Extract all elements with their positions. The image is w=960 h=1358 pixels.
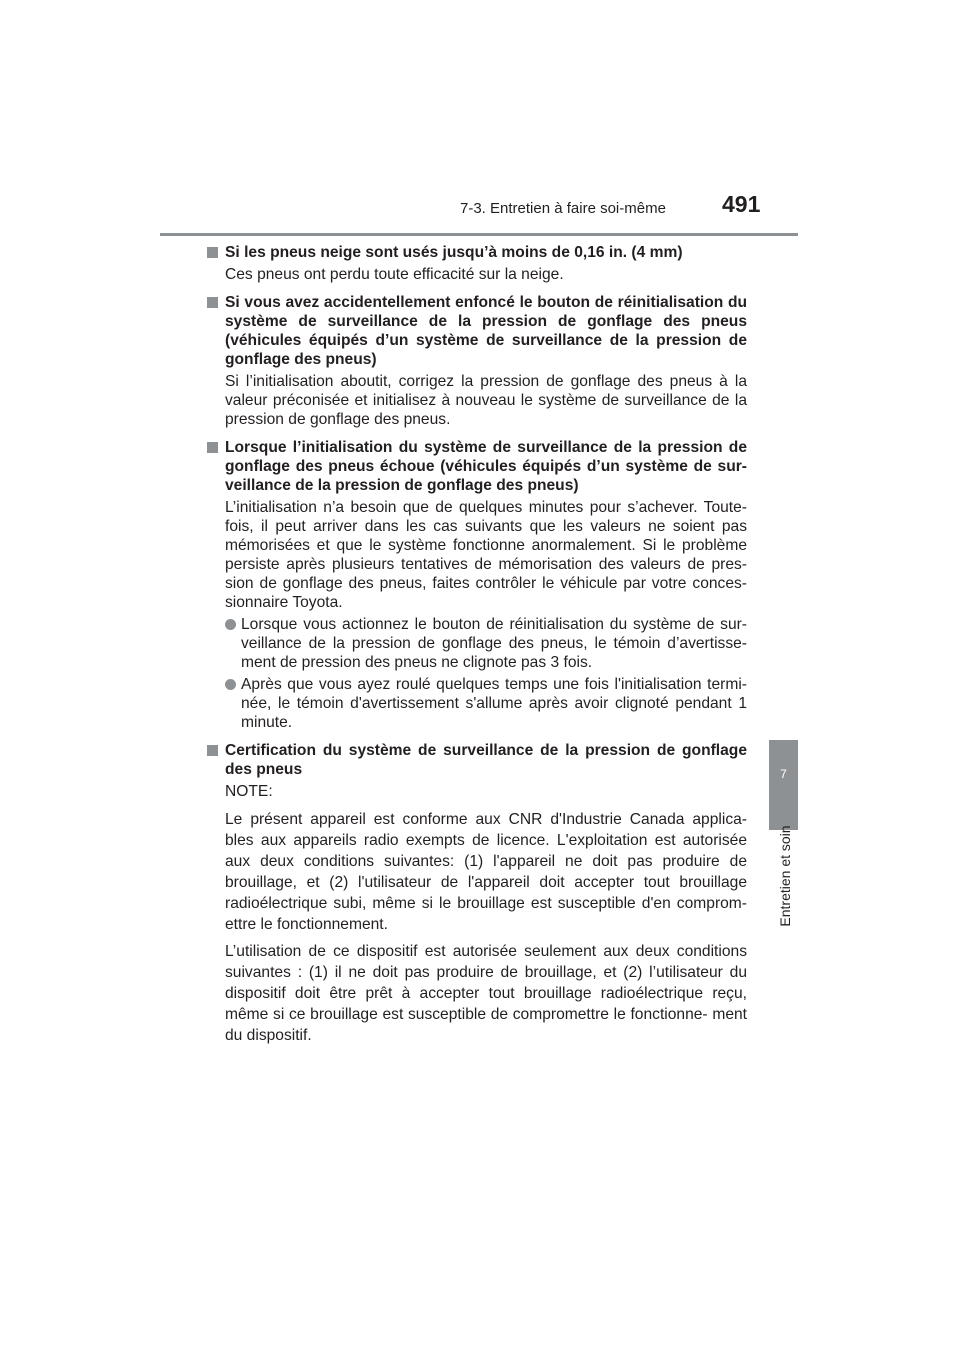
section-title-reset-button: Si vous avez accidentellement enfoncé le bouton de réinitialisation du système de surveillance de la pression de gonflage des pneus (véhicules équipés d’un système de surveillance de la pression de gonflage des pneus) (225, 294, 747, 368)
section-title: 7-3. Entretien à faire soi-même (460, 200, 666, 217)
list-item (225, 675, 747, 732)
list-item-text: Lorsque vous actionnez le bouton de réinitialisation du système de sur- veillance de la pression de gonflage des pneus, le témoin d’avertisse- ment de pression des pneus ne clignote pas 3 fois. (241, 616, 747, 671)
list-item-text: Après que vous ayez roulé quelques temps une fois l'initialisation termi- née, le témoin d'avertissement s'allume après avoir clignoté pendant 1 minute. (241, 676, 747, 731)
chapter-tab-label (770, 826, 800, 926)
section-body-init-failure: L’initialisation n’a besoin que de quelques minutes pour s’achever. Toute- fois, il peut arriver dans les cas suivants que les valeurs ne soient pas mémorisées et que le système fonctionne anormalement. Si le problème persiste après plusieurs tentatives de mémorisation des valeurs de pres- sion de gonflage des pneus, faites contrôler le véhicule par votre conces- sionnaire Toyota. (225, 499, 747, 611)
section-title-snow-tires: Si les pneus neige sont usés jusqu’à moins de 0,16 in. (4 mm) (225, 244, 683, 261)
section-certification (207, 741, 747, 1046)
page-content (207, 243, 747, 1052)
chapter-tab (769, 740, 798, 830)
round-bullet-icon (225, 619, 236, 630)
section-title-init-failure: Lorsque l’initialisation du système de surveillance de la pression de gonflage des pneus échoue (véhicules équipés d’un système de sur- veillance de la pression de gonflage des pneus) (225, 439, 747, 494)
section-init-failure (207, 438, 747, 732)
square-bullet-icon (207, 442, 218, 453)
round-bullet-icon (225, 679, 236, 690)
certification-paragraph-conditions: L’utilisation de ce dispositif est autorisée seulement aux deux conditions suivantes : (1) il ne doit pas produire de brouillage, et (2) l’utilisateur du dispositif doit être prêt à accepter tout brouillage radioélectrique reçu, même si ce brouillage est susceptible de compromettre le fonctionne- ment du dispositif. (225, 943, 747, 1044)
list-item (225, 615, 747, 672)
chapter-tab-label-text: Entretien et soin (777, 825, 793, 927)
certification-paragraph-industry-canada: Le présent appareil est conforme aux CNR d'Industrie Canada applica- bles aux appareils radio exempts de licence. L'exploitation est autorisée aux deux conditions suivantes: (1) l'appareil ne doit pas produire de brouillage, et (2) l'utilisateur de l'appareil doit accepter tout brouillage radioélectrique subi, même si le brouillage est susceptible d'en comprom- ettre le fonctionnement. (225, 811, 747, 933)
chapter-tab-number: 7 (780, 767, 787, 781)
section-snow-tires (207, 243, 747, 284)
square-bullet-icon (207, 247, 218, 258)
page-number: 491 (722, 191, 761, 217)
section-body-reset-button: Si l’initialisation aboutit, corrigez la pression de gonflage des pneus à la valeur préconisée et initialisez à nouveau le système de surveillance de la pression de gonflage des pneus. (225, 373, 747, 428)
section-body-snow-tires: Ces pneus ont perdu toute efficacité sur la neige. (225, 266, 564, 283)
section-reset-button (207, 293, 747, 429)
section-title-certification: Certification du système de surveillance de la pression de gonflage des pneus (225, 742, 747, 778)
square-bullet-icon (207, 297, 218, 308)
header-divider (160, 233, 798, 236)
note-label: NOTE: (225, 783, 273, 800)
square-bullet-icon (207, 745, 218, 756)
